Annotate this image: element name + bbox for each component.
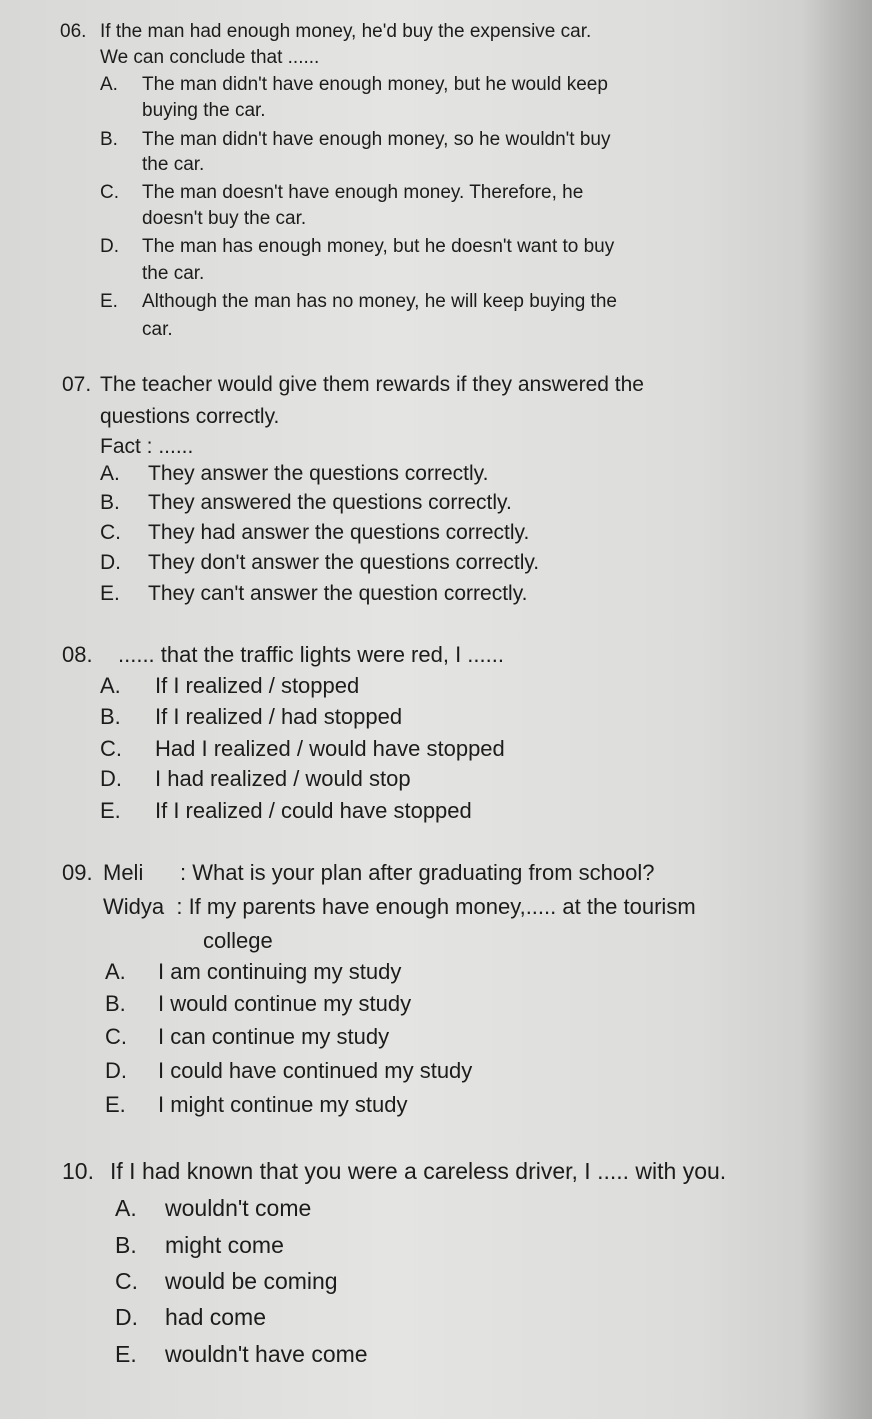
option-text: I can continue my study — [158, 1024, 390, 1049]
option-letter: B. — [100, 129, 118, 150]
option-letter: C. — [100, 521, 121, 544]
option-text: They answer the questions correctly. — [148, 462, 489, 485]
option-text: had come — [165, 1304, 267, 1330]
option-letter: A. — [100, 74, 118, 95]
option-letter: A. — [100, 673, 121, 698]
question-number: 07. — [62, 373, 92, 396]
option-text: I could have continued my study — [158, 1058, 473, 1083]
option-text: If I realized / stopped — [155, 673, 360, 698]
option-text: The man has enough money, but he doesn't want to buy — [142, 236, 615, 257]
option-letter: E. — [105, 1092, 126, 1117]
question-stem-line: The teacher would give them rewards if they answered the — [100, 373, 644, 396]
option-text: wouldn't have come — [165, 1341, 368, 1367]
option-text: wouldn't come — [165, 1195, 312, 1221]
question-number: 09. — [62, 860, 93, 885]
option-letter: B. — [100, 491, 120, 514]
option-text: They answered the questions correctly. — [148, 491, 512, 514]
option-letter: D. — [100, 766, 122, 791]
option-letter: D. — [100, 551, 121, 574]
option-text: I had realized / would stop — [155, 766, 411, 791]
option-letter: A. — [100, 462, 120, 485]
option-text: I am continuing my study — [158, 959, 402, 984]
question-stem-line: college — [203, 928, 273, 953]
option-letter: A. — [105, 959, 126, 984]
option-text: the car. — [142, 154, 205, 175]
question-stem-line: Meli : What is your plan after graduating from school? — [103, 860, 655, 885]
option-text: They had answer the questions correctly. — [148, 521, 530, 544]
question-number: 10. — [62, 1158, 94, 1184]
option-letter: E. — [100, 291, 118, 312]
option-text: would be coming — [165, 1268, 338, 1294]
option-text: car. — [142, 319, 173, 340]
option-letter: D. — [115, 1304, 138, 1330]
page-edge-shadow — [802, 0, 872, 1419]
option-letter: B. — [105, 991, 126, 1016]
option-text: They can't answer the question correctly. — [148, 582, 528, 605]
option-letter: B. — [100, 704, 121, 729]
option-text: I would continue my study — [158, 991, 412, 1016]
option-letter: E. — [100, 582, 120, 605]
option-text: If I realized / could have stopped — [155, 798, 472, 823]
option-letter: B. — [115, 1232, 137, 1258]
question-stem-line: Fact : ...... — [100, 435, 194, 458]
option-text: buying the car. — [142, 100, 266, 121]
option-letter: C. — [100, 182, 119, 203]
option-text: I might continue my study — [158, 1092, 408, 1117]
question-stem-line: If the man had enough money, he'd buy the expensive car. — [100, 21, 592, 42]
option-text: might come — [165, 1232, 284, 1258]
option-text: They don't answer the questions correctly. — [148, 551, 540, 574]
option-text: If I realized / had stopped — [155, 704, 403, 729]
question-stem-line: questions correctly. — [100, 405, 280, 428]
option-text: the car. — [142, 263, 205, 284]
option-letter: D. — [105, 1058, 127, 1083]
question-stem-line: We can conclude that ...... — [100, 47, 320, 68]
option-text: The man didn't have enough money, but he would keep — [142, 74, 608, 95]
option-text: The man didn't have enough money, so he wouldn't buy — [142, 129, 611, 150]
option-text: Although the man has no money, he will keep buying the — [142, 291, 617, 312]
option-letter: C. — [100, 736, 122, 761]
option-text: The man doesn't have enough money. Therefore, he — [142, 182, 584, 203]
question-stem-line: Widya : If my parents have enough money,..... at the tourism — [103, 894, 696, 919]
option-text: doesn't buy the car. — [142, 208, 307, 229]
option-letter: C. — [105, 1024, 127, 1049]
question-stem-line: If I had known that you were a careless driver, I ..... with you. — [110, 1158, 727, 1184]
option-letter: A. — [115, 1195, 137, 1221]
option-text: Had I realized / would have stopped — [155, 736, 505, 761]
option-letter: E. — [115, 1341, 137, 1367]
question-stem-line: ...... that the traffic lights were red, I ...... — [118, 642, 504, 667]
option-letter: C. — [115, 1268, 138, 1294]
question-number: 06. — [60, 21, 87, 42]
question-number: 08. — [62, 642, 93, 667]
option-letter: D. — [100, 236, 119, 257]
option-letter: E. — [100, 798, 121, 823]
